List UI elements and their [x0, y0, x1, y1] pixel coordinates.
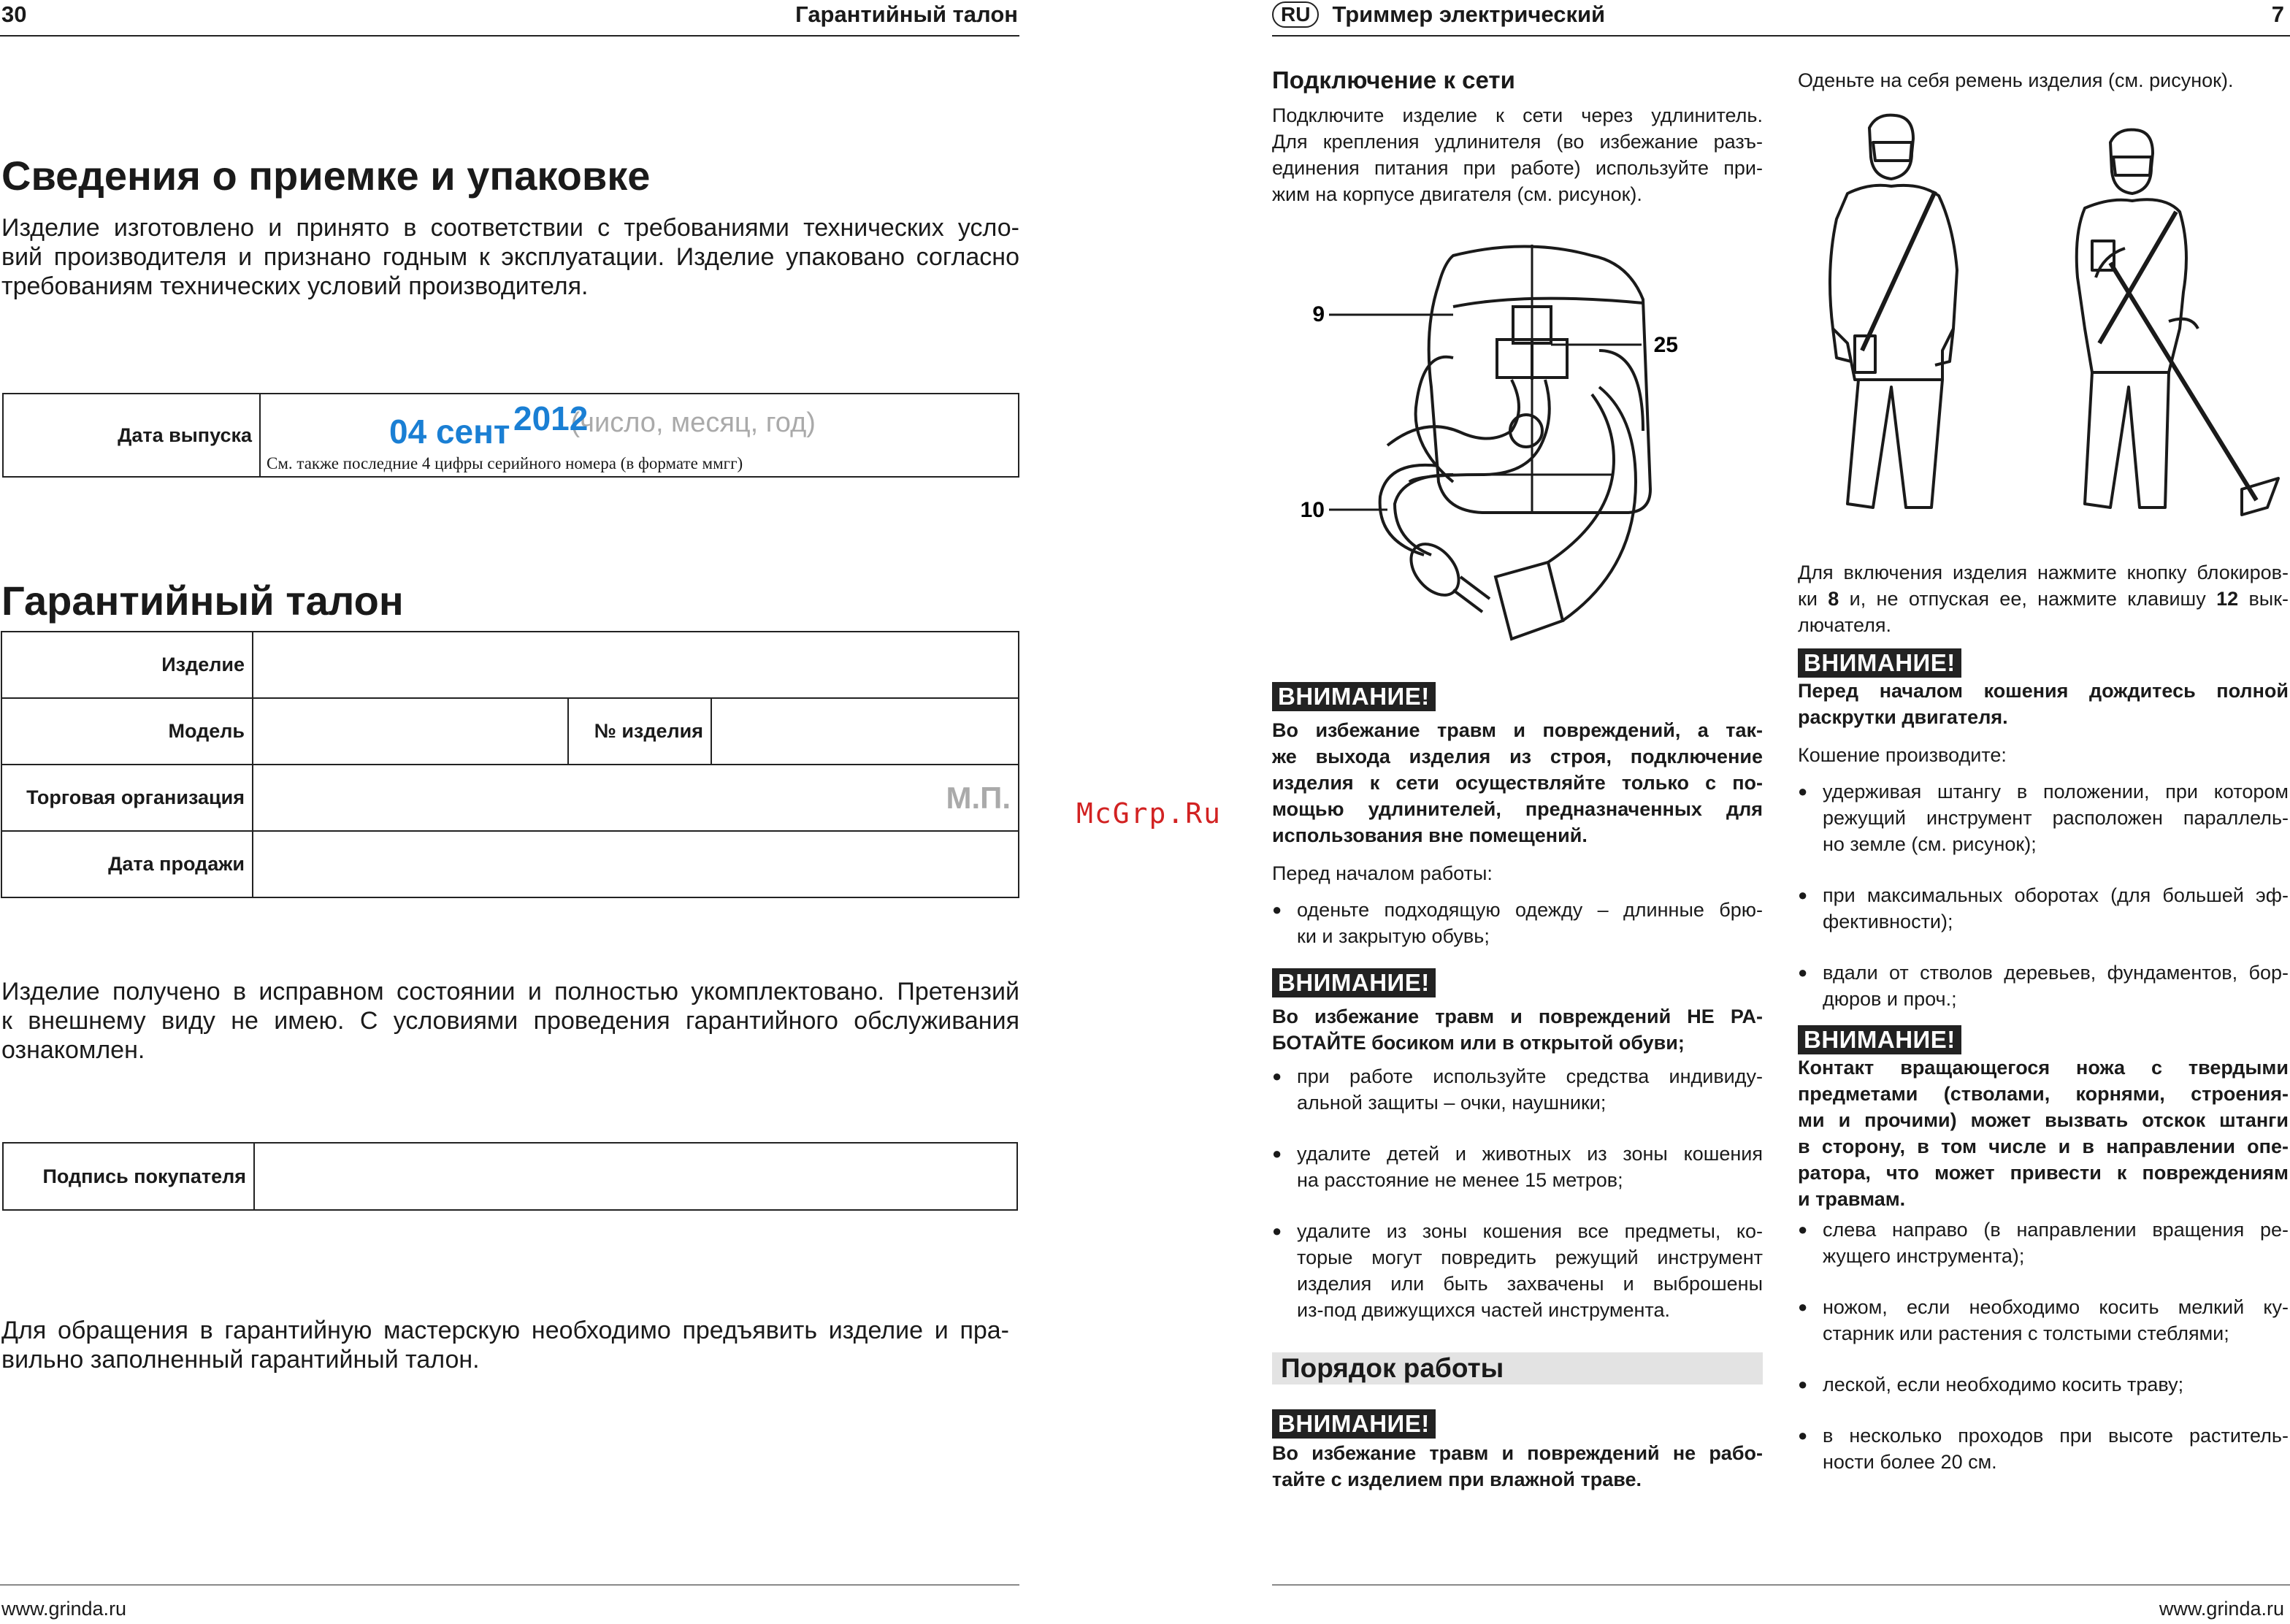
left-header-title: Гарантийный талон	[795, 1, 1018, 27]
mowing-intro: Кошение производите:	[1798, 744, 2007, 766]
service-statement: Для обращения в гарантийную мастерскую необходимо предъявить изделие и пра- вильно заполненный гарантийный талон.	[1, 1317, 1009, 1374]
model-field[interactable]	[253, 698, 568, 765]
warning-text-4: Перед началом кошения дождитесь полной раскрутки двигателя.	[1798, 680, 2289, 728]
handwritten-year: 2012	[513, 399, 589, 437]
release-date-table	[2, 393, 1019, 478]
person2-legs	[2085, 372, 2169, 508]
handwritten-date: 04 сент	[389, 413, 510, 451]
before-work-text: Перед началом работы:	[1272, 862, 1493, 884]
bullet-mowing-position: ● удерживая штангу в положении, при котором режущий инструмент расположен параллель- но земле (см. рисунок);	[1798, 778, 2289, 857]
signature-label: Подпись покупателя	[3, 1143, 254, 1210]
acceptance-title: Сведения о приемке и упаковке	[1, 153, 651, 199]
warning-text-2: Во избежание травм и повреждений НЕ РА- БОТАЙТЕ босиком или в открытой обуви;	[1272, 1006, 1763, 1054]
language-badge: RU	[1272, 1, 1319, 28]
warning-text-3: Во избежание травм и повреждений не рабо- тайте с изделием при влажной траве.	[1272, 1442, 1763, 1490]
product-label: Изделие	[1, 632, 253, 698]
switch-text-line2: ки 8 и, не отпуская ее, нажмите клавишу 12 вык-	[1798, 588, 2289, 610]
person1-head	[1869, 115, 1913, 179]
warning-badge: ВНИМАНИЕ!	[1272, 682, 1436, 711]
trade-org-field[interactable]	[253, 765, 1019, 831]
person1-strap	[1862, 191, 1935, 351]
signature-field[interactable]	[254, 1143, 1017, 1210]
strap-text: Оденьте на себя ремень изделия (см. рисунок).	[1798, 69, 2234, 91]
stamp-placeholder: М.П.	[946, 780, 1011, 815]
warning-text-5: Контакт вращающегося ножа с твердыми предметами (стволами, корнями, строения- ми и прочими) может вызвать отскок штанги в сторону, в том числе и в направлении опе- ратора, что может привести к повреждениям и травмам.	[1798, 1057, 2289, 1210]
signature-table	[2, 1142, 1018, 1211]
acceptance-text: Изделие изготовлено и принято в соответствии с требованиями технических усло- вий производителя и признано годным к эксплуатации. Изделие упаковано согласно требованиям технических условий производителя.	[1, 214, 1019, 300]
socket-cord-outer	[1563, 387, 1636, 621]
cord-upper	[1387, 380, 1519, 445]
left-page-number: 30	[1, 1, 27, 27]
cord-loop	[1510, 415, 1542, 447]
warning-badge: ВНИМАНИЕ!	[1272, 968, 1436, 997]
sale-date-field[interactable]	[253, 831, 1019, 897]
switch-text-line3: лючателя.	[1798, 614, 1891, 636]
person1-legs	[1847, 380, 1942, 508]
warning-badge: ВНИМАНИЕ!	[1798, 1025, 1961, 1054]
trimmer-handle	[2169, 319, 2198, 329]
bullet-line: ● леской, если необходимо косить траву;	[1798, 1371, 2289, 1398]
socket-body	[1496, 562, 1563, 639]
bullet-direction: ● слева направо (в направлении вращения ре- жущего инструмента);	[1798, 1217, 2289, 1269]
release-date-field[interactable]	[260, 394, 1019, 477]
watermark: McGrp.Ru	[1076, 797, 1222, 830]
order-of-work-title: Порядок работы	[1272, 1352, 1763, 1384]
bullet-passes: ● в несколько проходов при высоте раститель- ности более 20 см.	[1798, 1422, 2289, 1475]
product-field[interactable]	[253, 632, 1019, 698]
trade-org-label: Торговая организация	[1, 765, 253, 831]
release-date-placeholder: (число, месяц, год)	[570, 407, 816, 438]
bullet-objects: ● удалите из зоны кошения все предметы, ко- торые могут повредить режущий инструмент изделия или быть захвачены и выброшены из-под движущихся частей инструмента.	[1272, 1218, 1763, 1323]
right-page-number: 7	[2271, 1, 2284, 27]
right-header-title: Триммер электрический	[1332, 1, 1606, 27]
person2-strap	[2099, 212, 2176, 343]
person2-visor	[2113, 157, 2151, 175]
warranty-table	[1, 631, 1019, 898]
bullet-clothes: ● оденьте подходящую одежду – длинные брю- ки и закрытую обувь;	[1272, 897, 1763, 949]
switch-text-line1: Для включения изделия нажмите кнопку блокиров-	[1798, 562, 2289, 583]
bullet-children: ● удалите детей и животных из зоны кошения на расстояние не менее 15 метров;	[1272, 1141, 1763, 1193]
sale-date-label: Дата продажи	[1, 831, 253, 897]
motor-housing-illustration	[1300, 241, 1701, 694]
right-column-1: Подключение к сети Подключите изделие к сети через удлинитель. Для крепления удлинителя (во избежание разъ- единения питания при работе) используйте при- жим на корпусе двигателя (см. рисунок).	[1272, 66, 1763, 205]
right-column-1-lower	[1272, 682, 1763, 1493]
right-column-2-lower	[1798, 559, 2289, 1475]
release-date-note: См. также последние 4 цифры серийного номера (в формате ммгг)	[267, 454, 743, 472]
bullet-protection: ● при работе используйте средства индивиду- альной защиты – очки, наушники;	[1272, 1063, 1763, 1116]
operators-illustration	[1804, 110, 2286, 540]
plug-pin-1	[1460, 577, 1490, 599]
connection-title: Подключение к сети	[1272, 66, 1515, 93]
release-date-label: Дата выпуска	[3, 394, 260, 477]
left-header-rule	[0, 35, 1019, 37]
housing-outline	[1429, 247, 1650, 513]
callout-25: 25	[1653, 333, 1678, 357]
bullet-knife: ● ножом, если необходимо косить мелкий ку- старник или растения с толстыми стеблями;	[1798, 1294, 2289, 1347]
bullet-mowing-away: ● вдали от стволов деревьев, фундаментов, бор- дюров и проч.;	[1798, 960, 2289, 1012]
serial-number-label: № изделия	[568, 698, 711, 765]
callout-9: 9	[1312, 302, 1325, 326]
right-footer-url[interactable]: www.grinda.ru	[2159, 1598, 2284, 1620]
bullet-mowing-speed: ● при максимальных оборотах (для большей эф- фективности);	[1798, 882, 2289, 935]
person1-visor	[1873, 142, 1912, 161]
callout-10: 10	[1300, 498, 1325, 522]
right-header-rule	[1272, 35, 2290, 37]
warning-badge: ВНИМАНИЕ!	[1272, 1409, 1436, 1439]
left-footer-url[interactable]: www.grinda.ru	[1, 1598, 127, 1620]
person2-head	[2110, 130, 2153, 194]
right-header	[1272, 1, 1605, 28]
serial-number-field[interactable]	[711, 698, 1019, 765]
model-label: Модель	[1, 698, 253, 765]
warning-badge: ВНИМАНИЕ!	[1798, 648, 1961, 678]
warranty-title: Гарантийный талон	[1, 578, 404, 624]
received-statement: Изделие получено в исправном состоянии и полностью укомплектовано. Претензий к внешнему виду не имею. С условиями проведения гарантийного обслуживания ознакомлен.	[1, 978, 1019, 1064]
socket-cord	[1548, 394, 1614, 562]
warning-text-1: Во избежание травм и повреждений, а так- же выхода изделия из строя, подключение изделия к сети осуществляйте только с по- мощью удлинителей, предназначенных для использования вне помещений.	[1272, 719, 1763, 846]
plug-pin-2	[1453, 590, 1482, 612]
